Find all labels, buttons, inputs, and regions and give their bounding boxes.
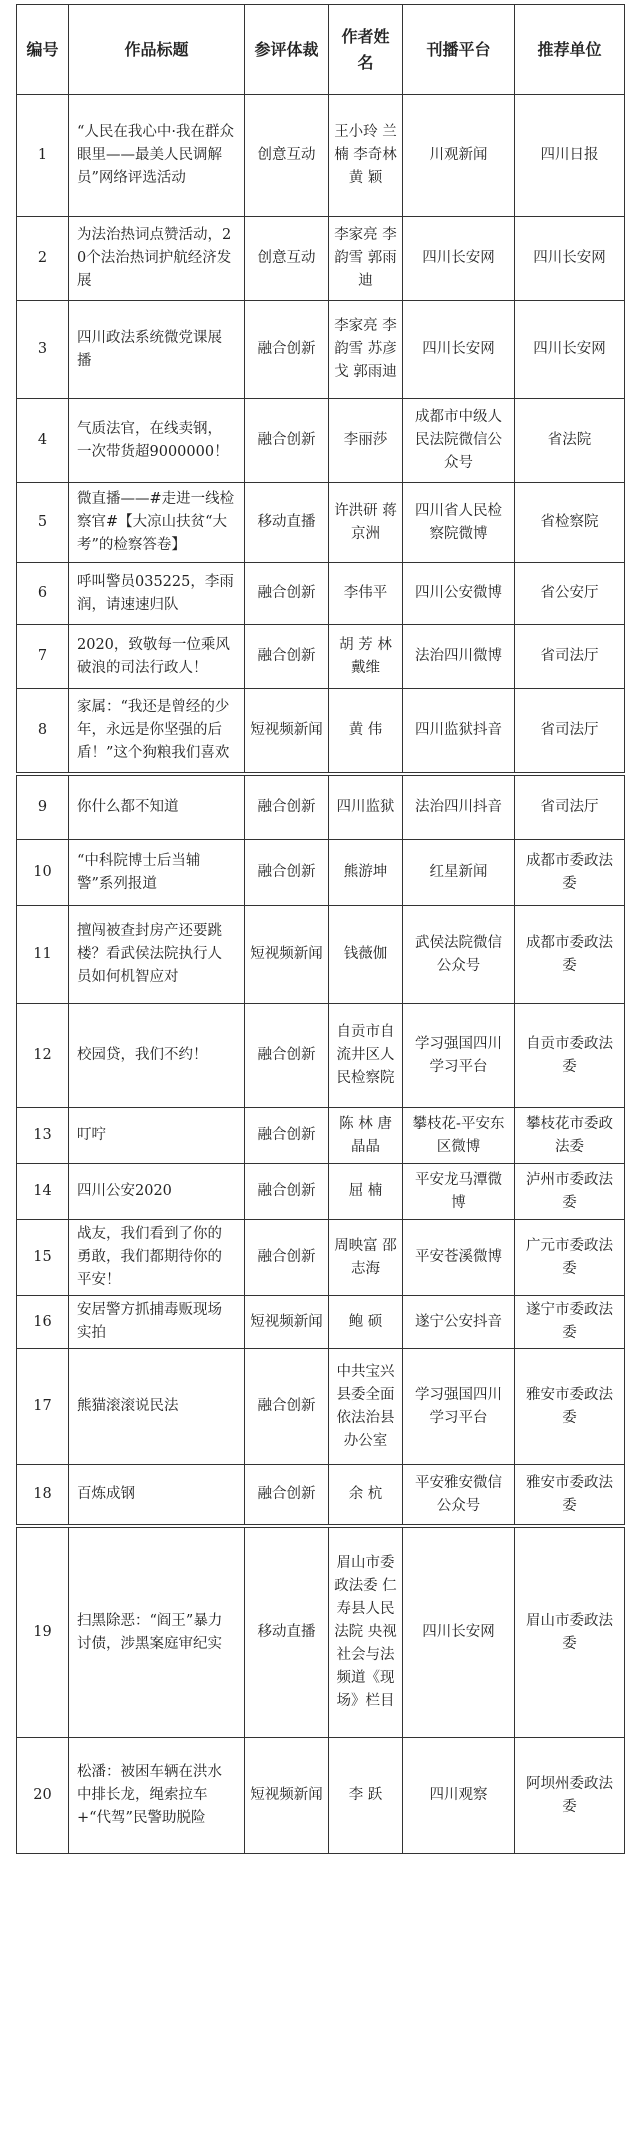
cell-unit: 省司法厅 — [515, 625, 625, 689]
cell-num: 4 — [17, 399, 69, 483]
header-author: 作者姓名 — [329, 5, 403, 95]
cell-genre: 融合创新 — [245, 1164, 329, 1220]
cell-title: 百炼成钢 — [69, 1465, 245, 1525]
cell-title: 四川公安2020 — [69, 1164, 245, 1220]
cell-unit: 四川长安网 — [515, 217, 625, 301]
cell-author: 四川监狱 — [329, 776, 403, 840]
cell-title: 你什么都不知道 — [69, 776, 245, 840]
cell-author: 周映富 邵志海 — [329, 1220, 403, 1296]
table-row — [17, 1164, 625, 1220]
table-row — [17, 217, 625, 301]
cell-unit: 四川日报 — [515, 95, 625, 217]
cell-num: 2 — [17, 217, 69, 301]
cell-title: 叮咛 — [69, 1108, 245, 1164]
cell-num: 20 — [17, 1738, 69, 1854]
cell-author: 李 跃 — [329, 1738, 403, 1854]
table-row — [17, 483, 625, 563]
cell-title: 微直播——#走进一线检察官#【大凉山扶贫“大考”的检察答卷】 — [69, 483, 245, 563]
cell-platform: 平安苍溪微博 — [403, 1220, 515, 1296]
cell-platform: 学习强国四川学习平台 — [403, 1349, 515, 1465]
cell-platform: 法治四川抖音 — [403, 776, 515, 840]
header-genre: 参评体裁 — [245, 5, 329, 95]
cell-title: 四川政法系统微党课展播 — [69, 301, 245, 399]
cell-genre: 融合创新 — [245, 399, 329, 483]
cell-genre: 短视频新闻 — [245, 906, 329, 1004]
cell-unit: 四川长安网 — [515, 301, 625, 399]
cell-platform: 学习强国四川学习平台 — [403, 1004, 515, 1108]
cell-platform: 四川长安网 — [403, 301, 515, 399]
cell-platform: 四川长安网 — [403, 1528, 515, 1738]
table-row — [17, 1220, 625, 1296]
cell-title: “人民在我心中·我在群众眼里——最美人民调解员”网络评选活动 — [69, 95, 245, 217]
cell-num: 6 — [17, 563, 69, 625]
header-unit: 推荐单位 — [515, 5, 625, 95]
table-row — [17, 301, 625, 399]
cell-author: 眉山市委政法委 仁寿县人民法院 央视社会与法频道《现场》栏目 — [329, 1528, 403, 1738]
cell-genre: 融合创新 — [245, 1108, 329, 1164]
cell-author: 李家亮 李韵雪 郭雨迪 — [329, 217, 403, 301]
cell-unit: 自贡市委政法委 — [515, 1004, 625, 1108]
cell-num: 17 — [17, 1349, 69, 1465]
cell-unit: 遂宁市委政法委 — [515, 1296, 625, 1349]
award-table — [16, 4, 625, 1854]
cell-unit: 省检察院 — [515, 483, 625, 563]
cell-num: 15 — [17, 1220, 69, 1296]
cell-author: 屈 楠 — [329, 1164, 403, 1220]
cell-unit: 雅安市委政法委 — [515, 1349, 625, 1465]
cell-genre: 短视频新闻 — [245, 689, 329, 773]
cell-title: 家属：“我还是曾经的少年，永远是你坚强的后盾！”这个狗粮我们喜欢 — [69, 689, 245, 773]
table-row — [17, 906, 625, 1004]
cell-num: 10 — [17, 840, 69, 906]
cell-author: 中共宝兴县委全面依法治县办公室 — [329, 1349, 403, 1465]
cell-platform: 红星新闻 — [403, 840, 515, 906]
cell-num: 1 — [17, 95, 69, 217]
cell-unit: 雅安市委政法委 — [515, 1465, 625, 1525]
cell-genre: 融合创新 — [245, 563, 329, 625]
cell-genre: 短视频新闻 — [245, 1296, 329, 1349]
table-row — [17, 1528, 625, 1738]
cell-author: 陈 林 唐晶晶 — [329, 1108, 403, 1164]
cell-platform: 四川公安微博 — [403, 563, 515, 625]
cell-author: 李家亮 李韵雪 苏彦戈 郭雨迪 — [329, 301, 403, 399]
cell-platform: 四川观察 — [403, 1738, 515, 1854]
cell-author: 钱薇伽 — [329, 906, 403, 1004]
cell-num: 16 — [17, 1296, 69, 1349]
table-row — [17, 1004, 625, 1108]
table-row — [17, 840, 625, 906]
cell-author: 余 杭 — [329, 1465, 403, 1525]
cell-author: 李丽莎 — [329, 399, 403, 483]
cell-num: 18 — [17, 1465, 69, 1525]
cell-unit: 省司法厅 — [515, 689, 625, 773]
cell-unit: 成都市委政法委 — [515, 906, 625, 1004]
cell-num: 3 — [17, 301, 69, 399]
cell-platform: 武侯法院微信公众号 — [403, 906, 515, 1004]
cell-title: 战友，我们看到了你的勇敢，我们都期待你的平安！ — [69, 1220, 245, 1296]
table-row — [17, 776, 625, 840]
table-row — [17, 1349, 625, 1465]
cell-genre: 移动直播 — [245, 1528, 329, 1738]
cell-genre: 短视频新闻 — [245, 1738, 329, 1854]
cell-platform: 遂宁公安抖音 — [403, 1296, 515, 1349]
table-row — [17, 1296, 625, 1349]
cell-author: 胡 芳 林戴维 — [329, 625, 403, 689]
cell-num: 8 — [17, 689, 69, 773]
table-row — [17, 95, 625, 217]
cell-unit: 省法院 — [515, 399, 625, 483]
table-row — [17, 625, 625, 689]
cell-author: 王小玲 兰 楠 李奇林 黄 颖 — [329, 95, 403, 217]
cell-num: 7 — [17, 625, 69, 689]
cell-title: 熊猫滚滚说民法 — [69, 1349, 245, 1465]
cell-genre: 融合创新 — [245, 1465, 329, 1525]
header-num: 编号 — [17, 5, 69, 95]
cell-platform: 四川省人民检察院微博 — [403, 483, 515, 563]
header-title: 作品标题 — [69, 5, 245, 95]
cell-platform: 攀枝花-平安东区微博 — [403, 1108, 515, 1164]
cell-unit: 省公安厅 — [515, 563, 625, 625]
cell-author: 自贡市自流井区人民检察院 — [329, 1004, 403, 1108]
cell-genre: 融合创新 — [245, 625, 329, 689]
cell-author: 许洪研 蒋京洲 — [329, 483, 403, 563]
table-header-row — [17, 5, 625, 95]
cell-platform: 平安雅安微信公众号 — [403, 1465, 515, 1525]
cell-genre: 移动直播 — [245, 483, 329, 563]
cell-author: 熊游坤 — [329, 840, 403, 906]
cell-genre: 融合创新 — [245, 301, 329, 399]
cell-num: 9 — [17, 776, 69, 840]
table-row — [17, 399, 625, 483]
cell-title: “中科院博士后当辅警”系列报道 — [69, 840, 245, 906]
cell-platform: 成都市中级人民法院微信公众号 — [403, 399, 515, 483]
cell-platform: 平安龙马潭微博 — [403, 1164, 515, 1220]
cell-genre: 融合创新 — [245, 1004, 329, 1108]
cell-title: 扫黑除恶：“阎王”暴力讨债，涉黑案庭审纪实 — [69, 1528, 245, 1738]
cell-title: 安居警方抓捕毒贩现场实拍 — [69, 1296, 245, 1349]
cell-genre: 创意互动 — [245, 217, 329, 301]
cell-platform: 川观新闻 — [403, 95, 515, 217]
cell-title: 气质法官，在线卖钢，一次带货超9000000！ — [69, 399, 245, 483]
cell-title: 为法治热词点赞活动，20个法治热词护航经济发展 — [69, 217, 245, 301]
cell-num: 5 — [17, 483, 69, 563]
cell-genre: 融合创新 — [245, 1349, 329, 1465]
cell-num: 13 — [17, 1108, 69, 1164]
cell-title: 呼叫警员035225，李雨润，请速速归队 — [69, 563, 245, 625]
cell-num: 11 — [17, 906, 69, 1004]
cell-unit: 广元市委政法委 — [515, 1220, 625, 1296]
cell-num: 19 — [17, 1528, 69, 1738]
cell-unit: 泸州市委政法委 — [515, 1164, 625, 1220]
cell-author: 鲍 硕 — [329, 1296, 403, 1349]
cell-genre: 融合创新 — [245, 776, 329, 840]
cell-title: 松潘：被困车辆在洪水中排长龙，绳索拉车+“代驾”民警助脱险 — [69, 1738, 245, 1854]
cell-genre: 融合创新 — [245, 1220, 329, 1296]
table-row — [17, 1738, 625, 1854]
cell-author: 黄 伟 — [329, 689, 403, 773]
cell-unit: 阿坝州委政法委 — [515, 1738, 625, 1854]
cell-author: 李伟平 — [329, 563, 403, 625]
cell-title: 校园贷，我们不约！ — [69, 1004, 245, 1108]
cell-unit: 眉山市委政法委 — [515, 1528, 625, 1738]
table-row — [17, 563, 625, 625]
cell-title: 2020，致敬每一位乘风破浪的司法行政人！ — [69, 625, 245, 689]
table-row — [17, 1108, 625, 1164]
table-row — [17, 1465, 625, 1525]
table-row — [17, 689, 625, 773]
cell-num: 12 — [17, 1004, 69, 1108]
cell-platform: 法治四川微博 — [403, 625, 515, 689]
cell-genre: 融合创新 — [245, 840, 329, 906]
cell-platform: 四川长安网 — [403, 217, 515, 301]
cell-unit: 省司法厅 — [515, 776, 625, 840]
cell-platform: 四川监狱抖音 — [403, 689, 515, 773]
cell-genre: 创意互动 — [245, 95, 329, 217]
cell-unit: 攀枝花市委政法委 — [515, 1108, 625, 1164]
cell-num: 14 — [17, 1164, 69, 1220]
cell-unit: 成都市委政法委 — [515, 840, 625, 906]
header-platform: 刊播平台 — [403, 5, 515, 95]
cell-title: 擅闯被查封房产还要跳楼？看武侯法院执行人员如何机智应对 — [69, 906, 245, 1004]
